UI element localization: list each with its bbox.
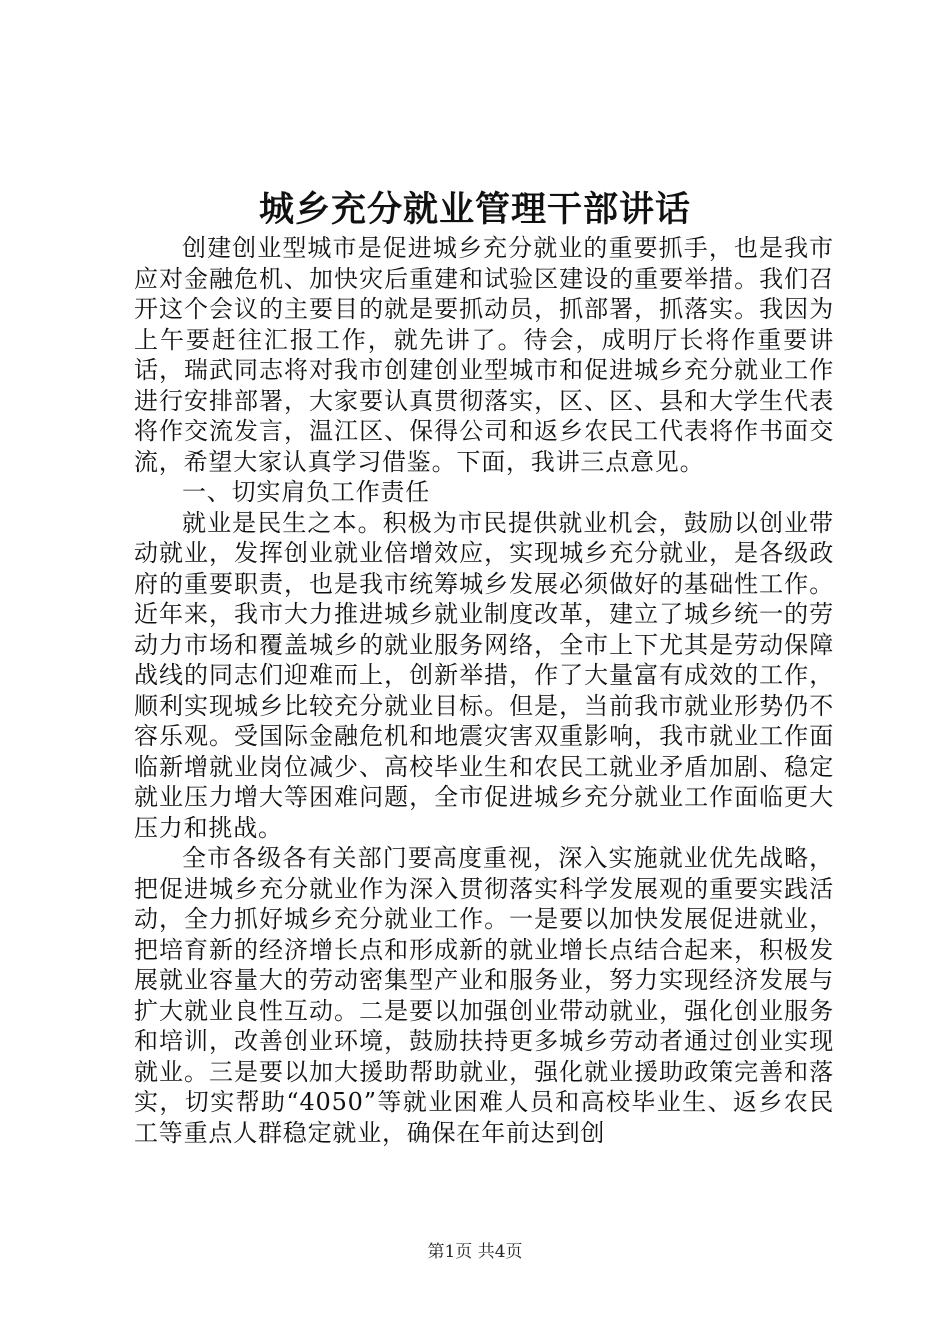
document-body (134, 233, 834, 1148)
document-title: 城乡充分就业管理干部讲话 (258, 189, 691, 230)
paragraph-measures: 全市各级各有关部门要高度重视，深入实施就业优先战略，把促进城乡充分就业作为深入贯彻落实科学发展观的重要实践活动，全力抓好城乡充分就业工作。一是要以加快发展促进就业，把培育新的经济增长点和形成新的就业增长点结合起来，积极发展就业容量大的劳动密集型产业和服务业，努力实现经济发展与扩大就业良性互动。二是要以加强创业带动就业，强化创业服务和培训，改善创业环境，鼓励扶持更多城乡劳动者通过创业实现就业。三是要以加大援助帮助就业，强化就业援助政策完善和落实，切实帮助“4050”等就业困难人员和高校毕业生、返乡农民工等重点人群稳定就业，确保在年前达到创 (134, 844, 834, 1147)
section-heading-1: 一、切实肩负工作责任 (182, 478, 430, 506)
paragraph-intro: 创建创业型城市是促进城乡充分就业的重要抓手，也是我市应对金融危机、加快灾后重建和试验区建设的重要举措。我们召开这个会议的主要目的就是要抓动员，抓部署，抓落实。我因为上午要赶往汇报工作，就先讲了。待会，成明厅长将作重要讲话，瑞武同志将对我市创建创业型城市和促进城乡充分就业工作进行安排部署，大家要认真贯彻落实，区、区、县和大学生代表将作交流发言，温江区、保得公司和返乡农民工代表将作书面交流，希望大家认真学习借鉴。下面，我讲三点意见。 (134, 234, 834, 476)
page-footer: 第1页 共4页 (427, 1242, 523, 1262)
paragraph-employment: 就业是民生之本。积极为市民提供就业机会，鼓励以创业带动就业，发挥创业就业倍增效应，实现城乡充分就业，是各级政府的重要职责，也是我市统筹城乡发展必须做好的基础性工作。近年来，我市大力推进城乡就业制度改革，建立了城乡统一的劳动力市场和覆盖城乡的就业服务网络，全市上下尤其是劳动保障战线的同志们迎难而上，创新举措，作了大量富有成效的工作，顺利实现城乡比较充分就业目标。但是，当前我市就业形势仍不容乐观。受国际金融危机和地震灾害双重影响，我市就业工作面临新增就业岗位减少、高校毕业生和农民工就业矛盾加剧、稳定就业压力增大等困难问题，全市促进城乡充分就业工作面临更大压力和挑战。 (134, 508, 834, 842)
